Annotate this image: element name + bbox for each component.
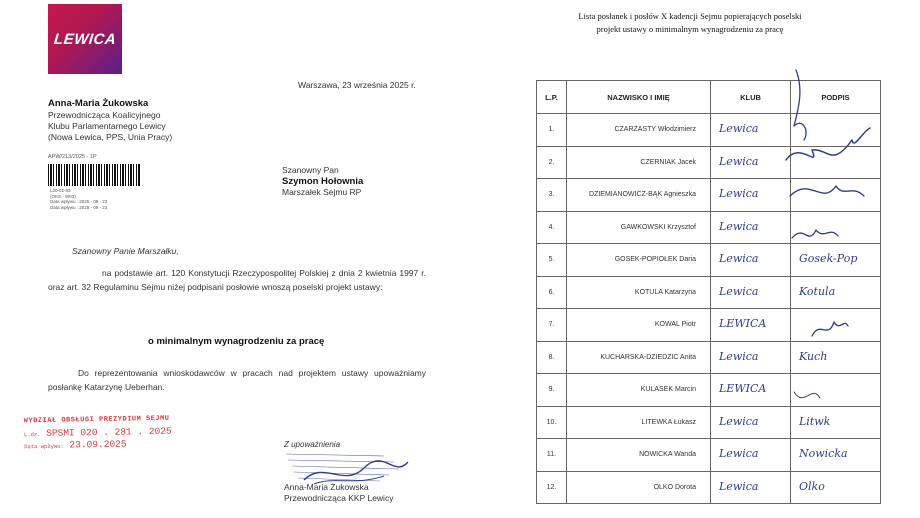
header-lp: L.P.	[537, 81, 567, 114]
handwritten-signature: Kuch	[799, 349, 828, 363]
row-name: KOWAL Piotr	[567, 309, 711, 342]
row-lp: 4.	[537, 211, 567, 244]
handwritten-club: Lewica	[719, 219, 759, 233]
table-row	[537, 406, 881, 439]
stamp-ref-label: L.dz.	[23, 431, 41, 439]
sender-line: Klubu Parlamentarnego Lewicy	[48, 121, 166, 131]
header-club: KLUB	[711, 81, 791, 114]
row-signature	[791, 471, 881, 504]
authorization-block	[284, 440, 340, 449]
salutation: Szanowny Panie Marszałku,	[72, 246, 179, 256]
table-row	[537, 146, 881, 179]
barcode-meta-line: Data wpływu : 2025 - 09 - 23	[50, 199, 108, 204]
table-row	[537, 471, 881, 504]
barcode-meta-line: Data wpływu : 2025 - 09 - 23	[50, 204, 108, 210]
barcode-meta-line: (OKS - W03)	[50, 193, 76, 199]
table-row	[537, 341, 881, 374]
row-signature	[791, 244, 881, 277]
row-club	[711, 341, 791, 374]
row-signature	[791, 114, 881, 147]
list-title	[560, 10, 820, 36]
stamp-office: WYDZIAŁ OBSŁUGI PREZYDIUM SEJMU	[23, 414, 170, 426]
stamp-date-label: Data wpływu:	[24, 442, 64, 451]
row-lp: 3.	[537, 179, 567, 212]
row-signature	[791, 179, 881, 212]
handwritten-club: LEWICA	[719, 382, 767, 395]
handwritten-club: Lewica	[719, 252, 759, 265]
table-row	[537, 276, 881, 309]
row-lp: 5.	[537, 244, 567, 277]
table-row	[537, 179, 881, 212]
row-club	[711, 244, 791, 277]
representation-text: Do reprezentowania wnioskodawców w pracach nad projektem ustawy upoważniamy posłankę Katarzynę Ueberhan.	[48, 368, 426, 392]
signer-title: Przewodnicząca KKP Lewicy	[284, 493, 394, 503]
row-club	[711, 439, 791, 472]
row-club	[711, 114, 791, 147]
letter-date: Warszawa, 23 września 2025 r.	[298, 80, 416, 90]
row-lp: 2.	[537, 146, 567, 179]
header-name: NAZWISKO I IMIĘ	[567, 81, 711, 114]
list-title-line: Lista posłanek i posłów X kadencji Sejmu popierających poselski	[578, 11, 802, 21]
row-signature	[791, 309, 881, 342]
barcode-meta-line: L20-02-83	[50, 188, 71, 193]
table-row	[537, 211, 881, 244]
handwritten-signature: Gosek-Pop	[799, 252, 858, 265]
representation-paragraph	[48, 366, 426, 394]
signer-block	[284, 482, 393, 504]
row-club	[711, 211, 791, 244]
row-name: OLKO Dorota	[567, 471, 711, 504]
barcode	[48, 164, 140, 186]
row-name: KUCHARSKA-DZIEDZIC Anita	[567, 341, 711, 374]
handwritten-signature: Olko	[799, 479, 825, 493]
logo-text: LEWICA	[53, 30, 117, 48]
header-signature: PODPIS	[791, 81, 881, 114]
handwritten-club: Lewica	[719, 414, 759, 428]
row-lp: 6.	[537, 276, 567, 309]
row-name: CZERNIAK Jacek	[567, 146, 711, 179]
handwritten-signature: Litwk	[799, 414, 831, 428]
handwritten-club: Lewica	[719, 447, 759, 460]
body-paragraph	[48, 267, 426, 294]
sender-line: (Nowa Lewica, PPS, Unia Pracy)	[48, 132, 173, 142]
row-name: DZIEMIANOWICZ-BĄK Agnieszka	[567, 179, 711, 212]
row-name: GOSEK-POPIOŁEK Daria	[567, 244, 711, 277]
row-name: KULASEK Marcin	[567, 374, 711, 407]
row-club	[711, 374, 791, 407]
handwritten-club: Lewica	[719, 479, 759, 493]
lewica-logo	[48, 4, 122, 74]
handwritten-club: Lewica	[719, 122, 759, 135]
row-name: LITEWKA Łukasz	[567, 406, 711, 439]
stamp-date-value: 23.09.2025	[69, 438, 127, 451]
handwritten-club: Lewica	[719, 284, 759, 298]
row-lp: 1.	[537, 114, 567, 147]
signature-list-page	[460, 0, 920, 518]
recipient-greeting: Szanowny Pan	[282, 165, 339, 175]
row-signature	[791, 374, 881, 407]
recipient-block	[282, 165, 363, 198]
row-club	[711, 276, 791, 309]
row-club	[711, 471, 791, 504]
sender-line: Przewodnicząca Koalicyjnego	[48, 110, 161, 120]
table-row	[537, 244, 881, 277]
recipient-name: Szymon Hołownia	[282, 176, 364, 187]
table-header-row	[537, 81, 881, 114]
row-lp: 12.	[537, 471, 567, 504]
table-row	[537, 374, 881, 407]
table-row	[537, 439, 881, 472]
handwritten-signature: Kotula	[799, 284, 836, 298]
signer-name: Anna-Maria Żukowska	[284, 482, 369, 492]
row-lp: 11.	[537, 439, 567, 472]
row-club	[711, 406, 791, 439]
signature-table	[536, 80, 881, 504]
authorization-text: Z upoważnienia	[284, 440, 341, 449]
row-lp: 7.	[537, 309, 567, 342]
row-lp: 8.	[537, 341, 567, 374]
barcode-meta	[50, 188, 107, 210]
row-lp: 9.	[537, 374, 567, 407]
handwritten-signature: Nowicka	[799, 447, 848, 460]
stamp-ref-value: SPSMI 020 . 281 . 2025	[46, 425, 172, 439]
row-signature	[791, 406, 881, 439]
sender-name: Anna-Maria Żukowska	[48, 98, 149, 109]
row-signature	[791, 341, 881, 374]
row-signature	[791, 439, 881, 472]
row-name: CZARZASTY Włodzimierz	[567, 114, 711, 147]
list-title-line: projekt ustawy o minimalnym wynagrodzeniu za pracę	[596, 24, 784, 34]
table-row	[537, 309, 881, 342]
row-name: GAWKOWSKI Krzysztof	[567, 211, 711, 244]
body-text: na podstawie art. 120 Konstytucji Rzeczypospolitej Polskiej z dnia 2 kwietnia 1997 r. oraz art. 32 Regulaminu Sejmu niżej podpisani posłowie wnoszą poselski projekt ustawy:	[48, 268, 426, 292]
table-row	[537, 114, 881, 147]
row-signature	[791, 276, 881, 309]
row-signature	[791, 146, 881, 179]
sender-block	[48, 98, 172, 143]
row-club	[711, 179, 791, 212]
receipt-stamp	[24, 415, 172, 452]
row-signature	[791, 211, 881, 244]
handwritten-club: Lewica	[719, 349, 759, 363]
row-name: NOWICKA Wanda	[567, 439, 711, 472]
handwritten-club: Lewica	[719, 154, 759, 168]
recipient-title: Marszałek Sejmu RP	[282, 187, 362, 197]
row-name: KOTULA Katarzyna	[567, 276, 711, 309]
bill-title: o minimalnym wynagrodzeniu za pracę	[148, 336, 325, 347]
handwritten-club: Lewica	[719, 187, 759, 200]
handwritten-club: LEWICA	[719, 317, 767, 330]
row-club	[711, 146, 791, 179]
row-lp: 10.	[537, 406, 567, 439]
registration-number: APW/213/2025 - 1P	[48, 154, 97, 160]
row-club	[711, 309, 791, 342]
